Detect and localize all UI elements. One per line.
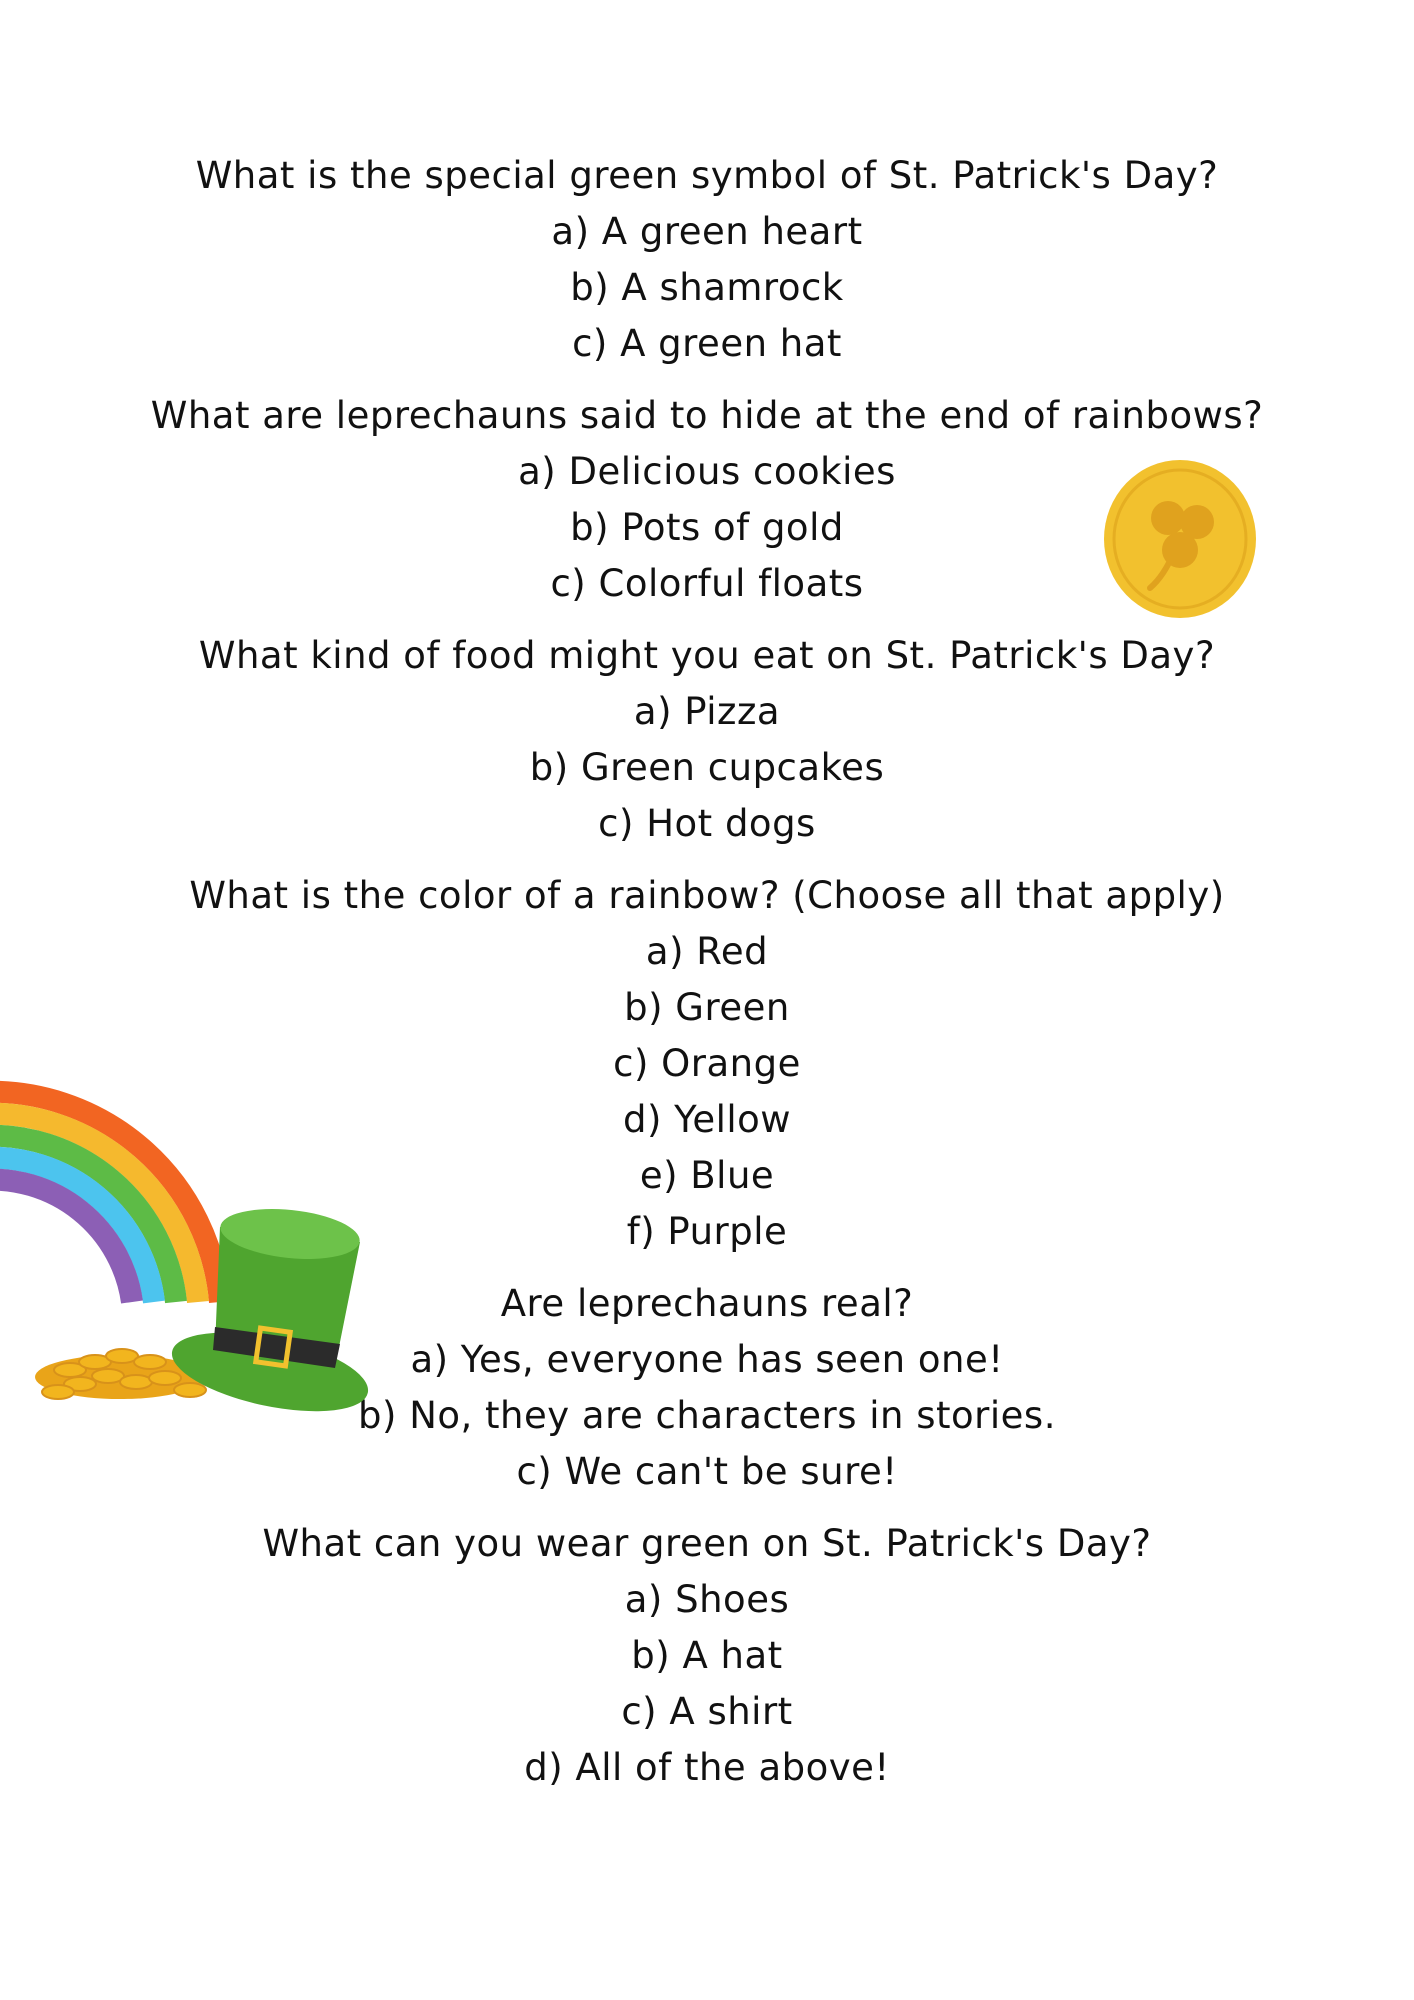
answer-option: b) Green (624, 986, 790, 1029)
rainbow-illustration (0, 1072, 380, 1412)
answer-option: c) A shirt (621, 1690, 793, 1733)
question-text: Are leprechauns real? (500, 1282, 914, 1325)
answer-option: c) Orange (613, 1042, 801, 1085)
answer-option: b) A hat (631, 1634, 783, 1677)
question-text: What is the special green symbol of St. Patrick's Day? (195, 154, 1219, 197)
shamrock-coin-icon (1102, 458, 1258, 620)
question-text: What are leprechauns said to hide at the end of rainbows? (150, 394, 1264, 437)
question-block (0, 1516, 1414, 1796)
answer-option: e) Blue (639, 1154, 775, 1197)
question-block (0, 148, 1414, 372)
question-text: What kind of food might you eat on St. Patrick's Day? (198, 634, 1216, 677)
answer-option: a) Shoes (624, 1578, 790, 1621)
answer-option: b) Pots of gold (570, 506, 844, 549)
question-text: What can you wear green on St. Patrick's Day? (262, 1522, 1152, 1565)
rainbow-icon (0, 1092, 220, 1302)
answer-option: c) A green hat (572, 322, 842, 365)
answer-option: a) Red (645, 930, 769, 973)
question-block (0, 628, 1414, 852)
answer-option: b) No, they are characters in stories. (358, 1394, 1056, 1437)
question-text: What is the color of a rainbow? (Choose all that apply) (189, 874, 1225, 917)
quiz-list (0, 148, 1414, 1812)
answer-option: b) Green cupcakes (529, 746, 885, 789)
answer-option: a) A green heart (551, 210, 863, 253)
answer-option: d) All of the above! (524, 1746, 890, 1789)
answer-option: c) Colorful floats (550, 562, 864, 605)
answer-option: f) Purple (626, 1210, 788, 1253)
answer-option: a) Pizza (633, 690, 781, 733)
answer-option: d) Yellow (622, 1098, 792, 1141)
answer-option: a) Yes, everyone has seen one! (410, 1338, 1004, 1381)
answer-option: a) Delicious cookies (518, 450, 896, 493)
answer-option: c) We can't be sure! (516, 1450, 898, 1493)
answer-option: c) Hot dogs (598, 802, 816, 845)
answer-option: b) A shamrock (570, 266, 844, 309)
